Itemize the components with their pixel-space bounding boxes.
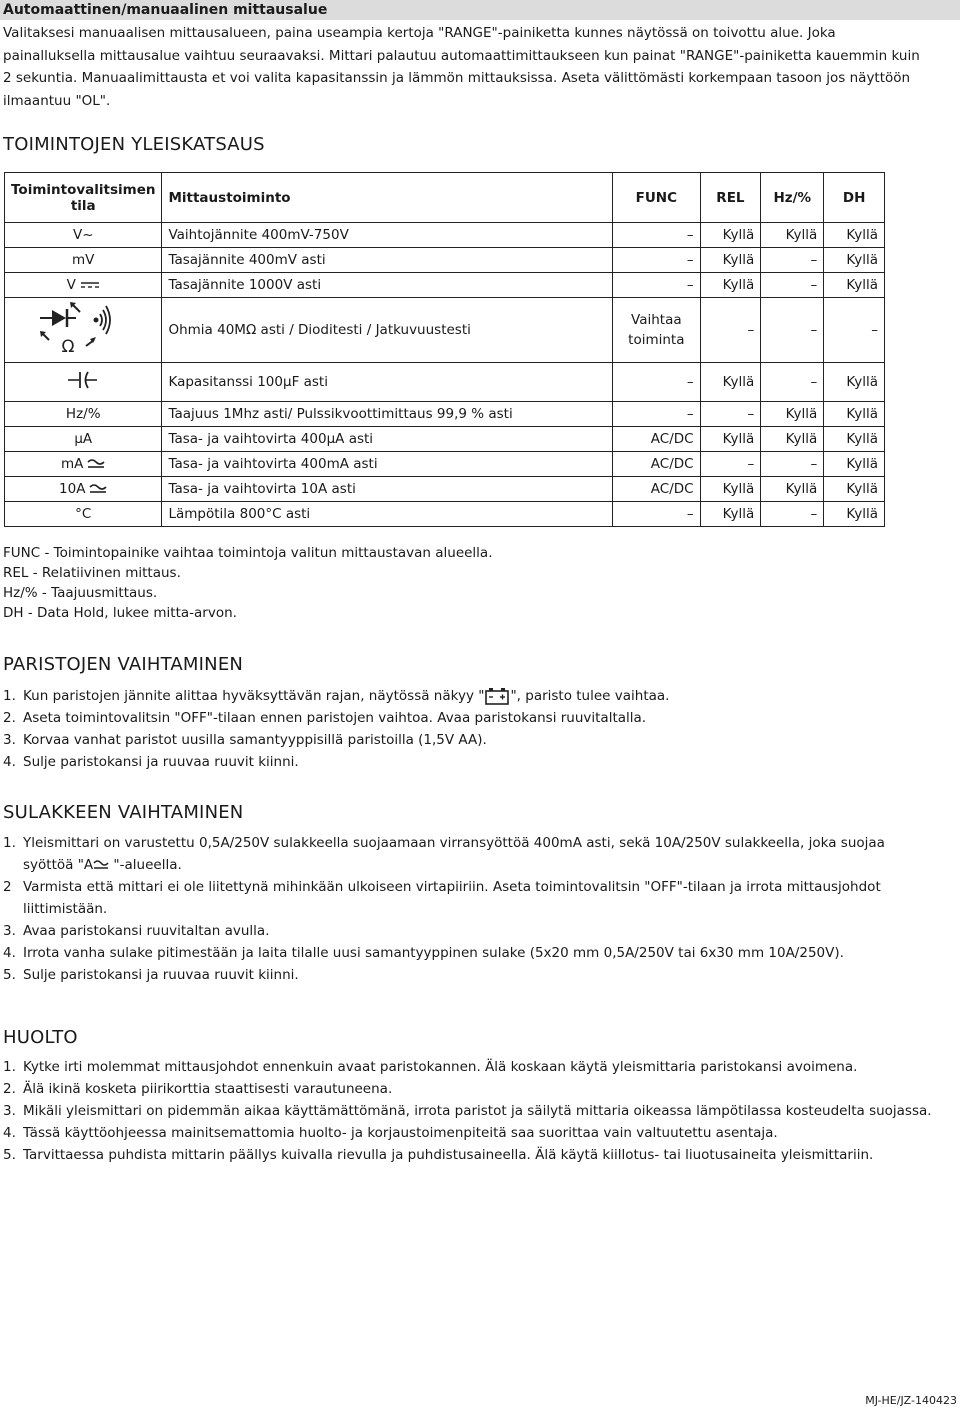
header-function: Mittaustoiminto	[162, 173, 613, 223]
mode-cell: Hz/%	[5, 402, 162, 427]
func-line: toiminta	[628, 332, 685, 348]
rel-cell: –	[700, 402, 761, 427]
item-text-end: "-alueella.	[109, 857, 182, 873]
overview-heading: TOIMINTOJEN YLEISKATSAUS	[3, 134, 265, 155]
ohm-label: Ω	[61, 337, 75, 356]
rel-cell: Kyllä	[700, 273, 761, 298]
table-row	[5, 273, 885, 298]
item-text: Varmista että mittari ei ole liitettynä mihinkään ulkoiseen virtapiiriin. Aseta toimintovalitsin "OFF"-tilaan ja irrota mittausjohdot liittimistään.	[23, 879, 881, 917]
func-cell: AC/DC	[613, 452, 701, 477]
mode-label: mA	[61, 456, 84, 472]
list-item	[3, 1144, 933, 1166]
table-row	[5, 363, 885, 402]
battery-list	[3, 685, 933, 773]
item-number: 4.	[3, 945, 16, 961]
hz-cell: Kyllä	[761, 427, 824, 452]
hz-cell: Kyllä	[761, 402, 824, 427]
list-item	[3, 751, 933, 773]
item-number: 5.	[3, 967, 16, 983]
func-cell: –	[613, 248, 701, 273]
dh-cell: Kyllä	[824, 363, 885, 402]
legend-item: FUNC - Toimintopainike vaihtaa toimintoja valitun mittaustavan alueella.	[3, 545, 493, 561]
dh-cell: Kyllä	[824, 477, 885, 502]
dh-cell: Kyllä	[824, 427, 885, 452]
func-cell: –	[613, 223, 701, 248]
function-table	[4, 172, 885, 527]
func-cell: –	[613, 502, 701, 527]
item-text: Avaa paristokansi ruuvitaltan avulla.	[23, 923, 270, 939]
maintenance-list	[3, 1056, 933, 1166]
ohm-diode-continuity-icon	[38, 300, 128, 356]
item-text: Aseta toimintovalitsin "OFF"-tilaan ennen paristojen vaihtoa. Avaa paristokansi ruuvitaltalla.	[23, 710, 647, 726]
mode-cell	[5, 477, 162, 502]
dh-cell: Kyllä	[824, 223, 885, 248]
item-number: 1.	[3, 835, 16, 851]
func-cell: AC/DC	[613, 477, 701, 502]
list-item	[3, 1122, 933, 1144]
dh-cell: Kyllä	[824, 452, 885, 477]
item-text: Tarvittaessa puhdista mittarin päällys kuivalla rievulla ja puhdistusaineella. Älä käytä kiillotus- tai liuotusaineita yleismittariin.	[23, 1147, 874, 1163]
item-text: Mikäli yleismittari on pidemmän aikaa käyttämättömänä, irrota paristot ja säilytä mittaria oikeassa lämpötilassa kosteudelta suojassa.	[23, 1103, 932, 1119]
item-text: Kytke irti molemmat mittausjohdot ennenkuin avaat paristokannen. Älä koskaan käytä yleismittaria paristokansi avoimena.	[23, 1059, 858, 1075]
item-text: Sulje paristokansi ja ruuvaa ruuvit kiinni.	[23, 754, 299, 770]
rel-cell: Kyllä	[700, 363, 761, 402]
mode-cell	[5, 363, 162, 402]
func-cell: AC/DC	[613, 427, 701, 452]
document-code: MJ-HE/JZ-140423	[865, 1394, 957, 1407]
mode-cell	[5, 298, 162, 363]
item-number: 2	[3, 879, 12, 895]
mode-cell: V~	[5, 223, 162, 248]
mode-cell: µA	[5, 427, 162, 452]
item-text-start: Yleismittari on varustettu 0,5A/250V sulakkeella suojaamaan virransyöttöä 400mA asti, sekä 10A/250V sulakkeella, joka suojaa syöttöä "A	[23, 835, 885, 873]
item-text: Irrota vanha sulake pitimestään ja laita tilalle uusi samantyyppinen sulake (5x20 mm 0,5A/250V tai 6x30 mm 10A/250V).	[23, 945, 844, 961]
table-row	[5, 502, 885, 527]
list-item	[3, 1078, 933, 1100]
rel-cell: Kyllä	[700, 248, 761, 273]
item-number: 4.	[3, 754, 16, 770]
maintenance-heading: HUOLTO	[3, 1027, 78, 1048]
item-text-start: Kun paristojen jännite alittaa hyväksyttävän rajan, näytössä näkyy "	[23, 688, 485, 704]
func-cell	[613, 298, 701, 363]
hz-cell: –	[761, 452, 824, 477]
ac-dc-symbol-icon	[93, 859, 109, 871]
table-row	[5, 298, 885, 363]
description-cell: Tasa- ja vaihtovirta 400mA asti	[162, 452, 613, 477]
table-header-row	[5, 173, 885, 223]
description-cell: Tasa- ja vaihtovirta 400µA asti	[162, 427, 613, 452]
list-item	[3, 832, 933, 876]
header-dh: DH	[824, 173, 885, 223]
table-legend	[3, 543, 493, 623]
description-cell: Kapasitanssi 100µF asti	[162, 363, 613, 402]
mode-cell	[5, 273, 162, 298]
item-number: 4.	[3, 1125, 16, 1141]
mode-cell	[5, 452, 162, 477]
rel-cell: Kyllä	[700, 502, 761, 527]
table-row	[5, 248, 885, 273]
ac-dc-symbol-icon	[87, 458, 105, 470]
description-cell: Ohmia 40MΩ asti / Dioditesti / Jatkuvuustesti	[162, 298, 613, 363]
rel-cell: Kyllä	[700, 477, 761, 502]
list-item	[3, 876, 933, 920]
item-text: Tässä käyttöohjeessa mainitsemattomia huolto- ja korjaustoimenpiteitä saa suorittaa vain valtuutettu asentaja.	[23, 1125, 778, 1141]
description-cell: Tasajännite 1000V asti	[162, 273, 613, 298]
list-item	[3, 942, 933, 964]
list-item	[3, 707, 933, 729]
auto-range-body: Valitaksesi manuaalisen mittausalueen, paina useampia kertoja "RANGE"-painiketta kunnes näytössä on toivottu alue. Joka painalluksella mittausalue vaihtuu seuraavaksi. Mittari palautuu automaattimittaukseen kun painat "RANGE"-painiketta kauemmin kuin 2 sekuntia. Manuaalimittausta et voi valita kapasitanssin ja lämmön mittauksissa. Aseta välittömästi korkempaan tasoon jos näyttöön ilmaantuu "OL".	[3, 25, 920, 109]
rel-cell: –	[700, 452, 761, 477]
func-cell: –	[613, 273, 701, 298]
table-row	[5, 477, 885, 502]
hz-cell: –	[761, 502, 824, 527]
list-item	[3, 964, 933, 986]
hz-cell: Kyllä	[761, 477, 824, 502]
header-hz: Hz/%	[761, 173, 824, 223]
mode-cell: °C	[5, 502, 162, 527]
table-row	[5, 452, 885, 477]
list-item	[3, 1056, 933, 1078]
legend-item: REL - Relatiivinen mittaus.	[3, 565, 181, 581]
header-func: FUNC	[613, 173, 701, 223]
item-number: 1.	[3, 1059, 16, 1075]
hz-cell: Kyllä	[761, 223, 824, 248]
dh-cell: Kyllä	[824, 273, 885, 298]
item-number: 3.	[3, 1103, 16, 1119]
dh-cell: Kyllä	[824, 402, 885, 427]
item-number: 5.	[3, 1147, 16, 1163]
dh-cell: Kyllä	[824, 502, 885, 527]
item-text: Korvaa vanhat paristot uusilla samantyyppisillä paristoilla (1,5V AA).	[23, 732, 487, 748]
hz-cell: –	[761, 273, 824, 298]
func-cell: –	[613, 402, 701, 427]
rel-cell: –	[700, 298, 761, 363]
hz-cell: –	[761, 363, 824, 402]
description-cell: Tasa- ja vaihtovirta 10A asti	[162, 477, 613, 502]
battery-heading: PARISTOJEN VAIHTAMINEN	[3, 654, 244, 675]
description-cell: Tasajännite 400mV asti	[162, 248, 613, 273]
table-row	[5, 402, 885, 427]
func-line: Vaihtaa	[631, 312, 682, 328]
rel-cell: Kyllä	[700, 427, 761, 452]
table-row	[5, 427, 885, 452]
item-number: 2.	[3, 1081, 16, 1097]
auto-range-title: Automaattinen/manuaalinen mittausalue	[0, 0, 960, 20]
legend-item: Hz/% - Taajuusmittaus.	[3, 585, 158, 601]
list-item	[3, 685, 933, 707]
list-item	[3, 729, 933, 751]
description-cell: Vaihtojännite 400mV-750V	[162, 223, 613, 248]
item-text-end: ", paristo tulee vaihtaa.	[510, 688, 670, 704]
mode-label: V	[66, 277, 76, 293]
dh-cell: –	[824, 298, 885, 363]
list-item	[3, 1100, 933, 1122]
dc-symbol-icon	[80, 280, 100, 290]
header-rel: REL	[700, 173, 761, 223]
header-mode: Toimintovalitsimen tila	[5, 173, 162, 223]
table-row	[5, 223, 885, 248]
mode-label: 10A	[59, 481, 86, 497]
battery-icon	[484, 687, 510, 705]
hz-cell: –	[761, 298, 824, 363]
fuse-list	[3, 832, 933, 986]
item-number: 3.	[3, 732, 16, 748]
item-number: 1.	[3, 688, 16, 704]
item-text: Älä ikinä kosketa piirikorttia staattisesti varautuneena.	[23, 1081, 393, 1097]
mode-cell: mV	[5, 248, 162, 273]
item-number: 3.	[3, 923, 16, 939]
item-number: 2.	[3, 710, 16, 726]
list-item	[3, 920, 933, 942]
hz-cell: –	[761, 248, 824, 273]
legend-item: DH - Data Hold, lukee mitta-arvon.	[3, 605, 237, 621]
rel-cell: Kyllä	[700, 223, 761, 248]
capacitor-icon	[68, 370, 98, 390]
fuse-heading: SULAKKEEN VAIHTAMINEN	[3, 802, 244, 823]
item-text: Sulje paristokansi ja ruuvaa ruuvit kiinni.	[23, 967, 299, 983]
description-cell: Taajuus 1Mhz asti/ Pulssikvoottimittaus 99,9 % asti	[162, 402, 613, 427]
description-cell: Lämpötila 800°C asti	[162, 502, 613, 527]
func-cell: –	[613, 363, 701, 402]
ac-dc-symbol-icon	[89, 483, 107, 495]
dh-cell: Kyllä	[824, 248, 885, 273]
